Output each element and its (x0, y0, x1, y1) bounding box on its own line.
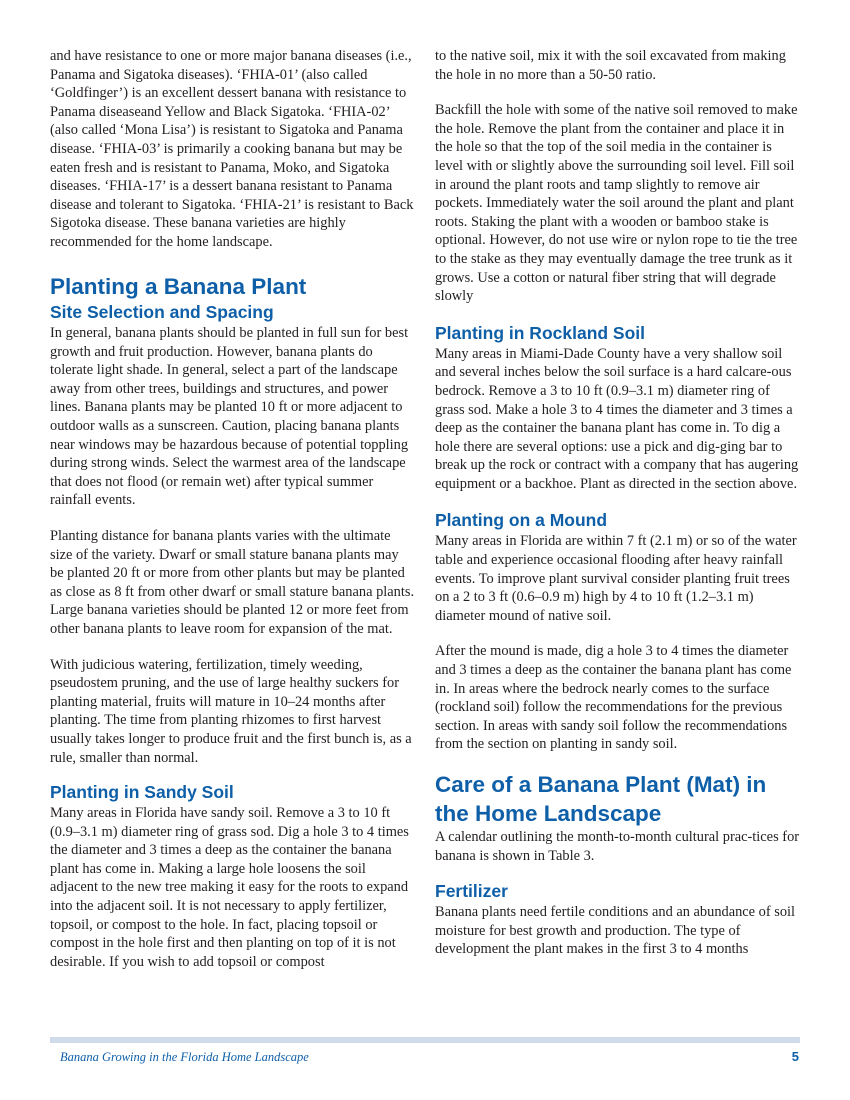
heading-site-selection: Site Selection and Spacing (50, 302, 274, 323)
paragraph-care: A calendar outlining the month-to-month cultural prac-tices for banana is shown in Table 3. (435, 829, 800, 864)
heading-planting-rockland-soil: Planting in Rockland Soil (435, 322, 646, 343)
heading-planting-a-banana-plant: Planting a Banana Plant (50, 273, 307, 299)
paragraph-intro: and have resistance to one or more major banana diseases (i.e., Panama and Sigatoka diseases). ‘FHIA-01’ (also called ‘Goldfinger’) is an excellent dessert banana with resistance to Panama diseaseand Yellow and Black Sigatoka. ‘FHIA-02’ (also called ‘Mona Lisa’) is resistant to Sigatoka and Panama disease. ‘FHIA-03’ is primarily a cooking banana but may be eaten fresh and is resistant to Panama, Moko, and Sigatoka diseases. ‘FHIA-17’ is a dessert banana resistant to Panama disease and tolerant to Sigatoka. ‘FHIA-21’ is resistant to Back Sigotoka disease. These banana varieties are highly recommended for the home landscape. (50, 48, 414, 250)
paragraph-rockland-soil: Many areas in Miami-Dade County have a very shallow soil and several inches below the soil surface is a hard calcare-ous bedrock. Remove a 3 to 10 ft (0.9–3.1 m) diameter ring of grass sod. Make a hole 3 to 4 times the diameter and 3 times a deep as the container the banana plant has come in. To dig a hole there are several options: use a pick and dig-ging bar to break up the rock or contract with a company that has augering equipment or a backhoe. Plant as directed in the section above. (435, 345, 799, 492)
paragraph-backfill: Backfill the hole with some of the native soil removed to make the hole. Remove the plant from the container and place it in the hole so that the top of the soil media in the container is level with or slightly above the surrounding soil level. Fill soil in around the plant roots and tamp slightly to remove air pockets. Immediately water the soil around the plant and plant roots. Staking the plant with a wooden or bamboo stake is optional. However, do not use wire or nylon rope to tie the tree to the stake as they may eventually damage the tree trunk as it grows. Use a cotton or natural fiber string that will degrade slowly (435, 102, 798, 305)
heading-care-of-banana-plant: Care of a Banana Plant (Mat) in the Home Landscape (435, 772, 767, 826)
heading-planting-on-a-mound: Planting on a Mound (435, 510, 608, 531)
footer-page-number: 5 (791, 1049, 799, 1064)
paragraph-fertilizer: Banana plants need fertile conditions and an abundance of soil moisture for best growth and production. The type of development the plant makes in the first 3 to 4 months (435, 904, 796, 958)
paragraph-continued: to the native soil, mix it with the soil excavated from making the hole in no more than a 50-50 ratio. (435, 48, 786, 83)
left-column (50, 47, 415, 971)
heading-fertilizer: Fertilizer (435, 881, 508, 902)
paragraph-site-1: In general, banana plants should be planted in full sun for best growth and fruit production. However, banana plants do tolerate light shade. In general, select a part of the landscape away from other trees, buildings and structures, and power lines. Banana plants may be planted 10 ft or more adjacent to outdoor walls as a sunscreen. Caution, placing banana plants near windows may be hazardous because of potential toppling during strong winds. Select the warmest area of the landscape that does not flood (or remain wet) after typical summer rainfall events. (50, 325, 409, 509)
paragraph-sandy-soil: Many areas in Florida have sandy soil. Remove a 3 to 10 ft (0.9–3.1 m) diameter ring of grass sod. Dig a hole 3 to 4 times the diameter and 3 times a deep as the container the banana plant has come in. Making a large hole loosens the soil adjacent to the new tree making it easy for the roots to expand into the adjacent soil. It is not necessary to apply fertilizer, topsoil, or compost to the hole. In fact, placing topsoil or compost in the hole first and then planting on top of it is not desirable. If you wish to add topsoil or compost (50, 805, 409, 970)
heading-planting-sandy-soil: Planting in Sandy Soil (50, 782, 234, 803)
paragraph-mound-2: After the mound is made, dig a hole 3 to 4 times the diameter and 3 times a deep as the container the banana plant has come in. In areas where the bedrock nearly comes to the surface (rockland soil) follow the recommendations for the previous section. In areas with sandy soil follow the recommendations from the section on planting in sandy soil. (435, 643, 792, 753)
paragraph-site-3: With judicious watering, fertilization, timely weeding, pseudostem pruning, and the use of large healthy suckers for planting material, fruits will mature in 10–24 months after planting. The time from planting rhizomes to first harvest usually takes longer to produce fruit and the first bunch is, as a rule, smaller than normal. (50, 656, 412, 766)
paragraph-mound-1: Many areas in Florida are within 7 ft (2.1 m) or so of the water table and experience occasional flooding after heavy rainfall events. To improve plant survival consider planting fruit trees on a 2 to 3 ft (0.6–0.9 m) high by 4 to 10 ft (1.2–3.1 m) diameter mound of native soil. (435, 533, 797, 624)
footer-publication-title: Banana Growing in the Florida Home Landscape (60, 1050, 309, 1064)
right-column (435, 47, 801, 959)
paragraph-site-2: Planting distance for banana plants varies with the ultimate size of the variety. Dwarf or small stature banana plants may be planted 20 ft or more from other plants but may be planted as close as 8 ft from other dwarf or small stature banana plants. Large banana varieties should be planted 12 or more feet from other banana plants to leave room for expansion of the mat. (50, 527, 415, 637)
footer-rule (50, 1037, 800, 1043)
